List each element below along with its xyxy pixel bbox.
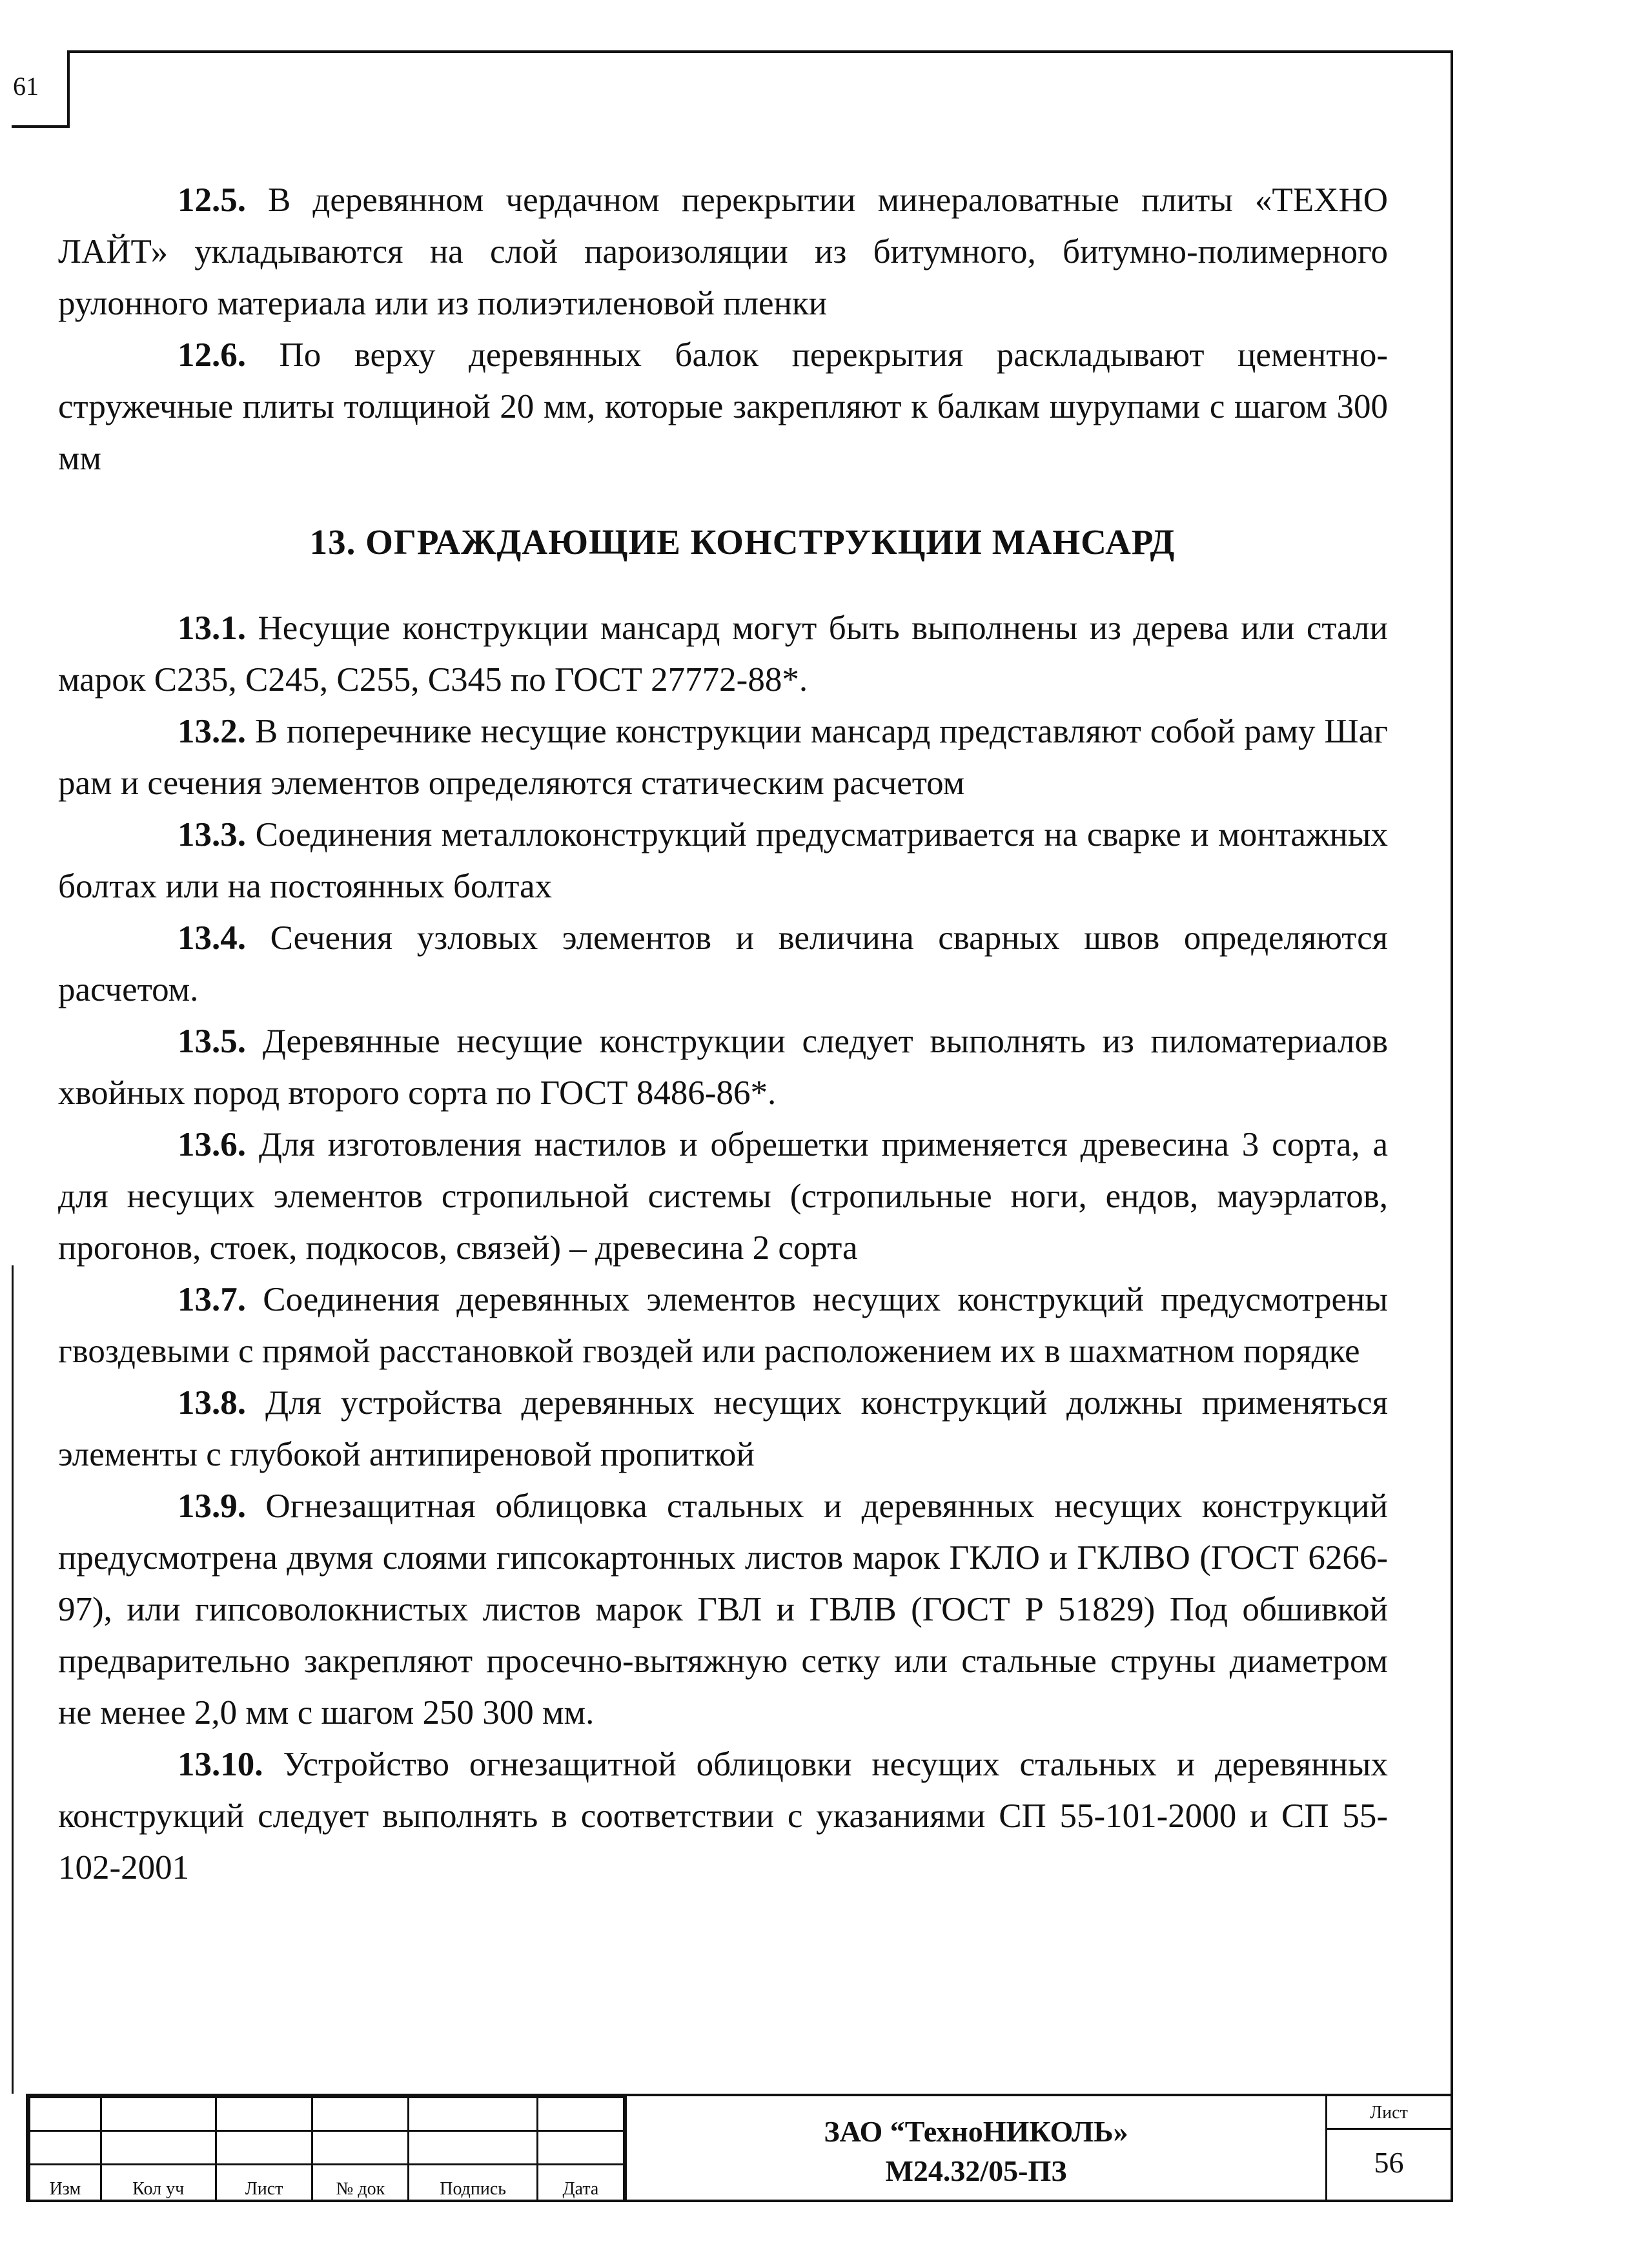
paragraph-number: 13.4. [178, 919, 246, 957]
paragraph-13-6 [58, 1119, 1388, 1274]
paragraph-13-8 [58, 1377, 1388, 1480]
paragraph-number: 13.7. [178, 1281, 246, 1318]
paragraph-text: В деревянном чердачном перекрытии минераловатные плиты «ТЕХНО ЛАЙТ» укладываются на слой пароизоляции из битумного, битумно-полимерного рулонного материала или из полиэтиленовой пленки [58, 181, 1388, 322]
company-name: ЗАО “ТехноНИКОЛЬ» [824, 2115, 1128, 2148]
paragraph-text: Соединения металлоконструкций предусматривается на сварке и монтажных болтах или на постоянных болтах [58, 816, 1388, 905]
revision-cell [537, 2131, 624, 2165]
paragraph-text: Соединения деревянных элементов несущих конструкций предусмотрены гвоздевыми с прямой расстановкой гвоздей или расположением их в шахматном порядке [58, 1281, 1388, 1370]
frame-top-border [67, 50, 1453, 53]
header-signature: Подпись [409, 2165, 537, 2201]
title-block-stamp [26, 2094, 1453, 2202]
paragraph-text: Огнезащитная облицовка стальных и деревянных несущих конструкций предусмотрена двумя слоями гипсокартонных листов марок ГКЛО и ГКЛВО (ГОСТ 6266-97), или гипсоволокнистых листов марок ГВЛ и ГВЛВ (ГОСТ Р 51829) Под обшивкой предварительно закрепляют просечно-вытяжную сетку или стальные струны диаметром не менее 2,0 мм с шагом 250 300 мм. [58, 1487, 1388, 1732]
frame-left-lower-border [12, 1265, 14, 2094]
revision-cell [30, 2131, 101, 2165]
paragraph-number: 13.3. [178, 816, 246, 853]
paragraph-13-1 [58, 602, 1388, 706]
paragraph-text: Деревянные несущие конструкции следует выполнять из пиломатериалов хвойных пород второго сорта по ГОСТ 8486-86*. [58, 1023, 1388, 1112]
paragraph-12-5 [58, 174, 1388, 329]
header-kol-uch: Кол уч [101, 2165, 216, 2201]
header-list: Лист [216, 2165, 312, 2201]
header-izm: Изм [30, 2165, 101, 2201]
revision-cell [537, 2098, 624, 2131]
paragraph-text: Устройство огнезащитной облицовки несущих стальных и деревянных конструкций следует выполнять в соответствии с указаниями СП 55-101-2000 и СП 55-102-2001 [58, 1746, 1388, 1886]
paragraph-number: 13.9. [178, 1487, 246, 1525]
paragraph-13-5 [58, 1016, 1388, 1119]
paragraph-text: Для устройства деревянных несущих конструкций должны применяться элементы с глубокой антипиреновой пропиткой [58, 1384, 1388, 1473]
paragraph-text: По верху деревянных балок перекрытия раскладывают цементно-стружечные плиты толщиной 20 мм, которые закрепляют к балкам шурупами с шагом 300 мм [58, 336, 1388, 477]
corner-page-number: 61 [13, 72, 39, 101]
revision-cell [409, 2098, 537, 2131]
revision-cell [101, 2098, 216, 2131]
paragraph-number: 13.6. [178, 1126, 246, 1163]
sheet-number: 56 [1374, 2146, 1404, 2179]
paragraph-text: Несущие конструкции мансард могут быть выполнены из дерева или стали марок С235, С245, С255, С345 по ГОСТ 27772-88*. [58, 609, 1388, 699]
revision-cell [409, 2131, 537, 2165]
header-date: Дата [537, 2165, 624, 2201]
section-title: 13. ОГРАЖДАЮЩИЕ КОНСТРУКЦИИ МАНСАРД [309, 522, 1176, 562]
paragraph-text: Для изготовления настилов и обрешетки применяется древесина 3 сорта, а для несущих элементов стропильной системы (стропильные ноги, ендов, мауэрлатов, прогонов, стоек, подкосов, связей) – древесина 2 сорта [58, 1126, 1388, 1267]
paragraph-13-7 [58, 1274, 1388, 1377]
paragraph-number: 12.6. [178, 336, 246, 374]
document-code: М24.32/05-ПЗ [885, 2154, 1067, 2187]
revision-cell [216, 2131, 312, 2165]
revision-cell [101, 2131, 216, 2165]
header-doc-number: № док [312, 2165, 409, 2201]
paragraph-number: 13.10. [178, 1746, 263, 1783]
paragraph-number: 12.5. [178, 181, 246, 219]
paragraph-12-6 [58, 329, 1388, 484]
paragraph-text: В поперечнике несущие конструкции мансард представляют собой раму Шаг рам и сечения элементов определяются статическим расчетом [58, 713, 1388, 802]
paragraph-number: 13.2. [178, 713, 246, 750]
revision-cell [312, 2098, 409, 2131]
revision-cell [30, 2098, 101, 2131]
document-body [58, 174, 1388, 1894]
sheet-label: Лист [1327, 2096, 1451, 2130]
paragraph-number: 13.1. [178, 609, 246, 647]
revision-cell [312, 2131, 409, 2165]
paragraph-text: Сечения узловых элементов и величина сварных швов определяются расчетом. [58, 919, 1388, 1008]
paragraph-13-10 [58, 1739, 1388, 1894]
paragraph-number: 13.8. [178, 1384, 246, 1422]
paragraph-13-4 [58, 912, 1388, 1016]
paragraph-13-9 [58, 1480, 1388, 1739]
frame-right-border [1451, 50, 1453, 2094]
paragraph-number: 13.5. [178, 1023, 246, 1060]
paragraph-13-2 [58, 706, 1388, 809]
revision-table [28, 2096, 625, 2202]
revision-cell [216, 2098, 312, 2131]
paragraph-13-3 [58, 809, 1388, 912]
frame-left-border [67, 50, 70, 128]
stamp-title-area [625, 2096, 1327, 2200]
